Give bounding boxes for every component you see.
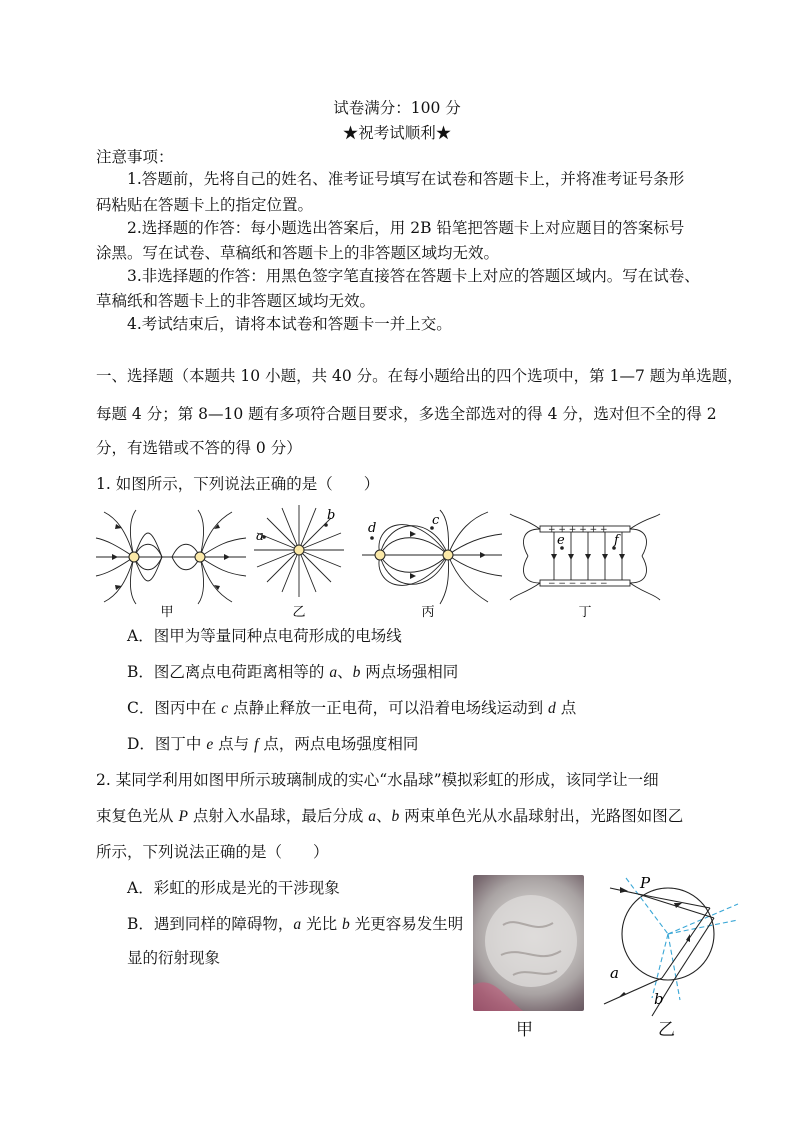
notice-item-4: 4.考试结束后，请将本试卷和答题卡一并上交。 bbox=[127, 315, 452, 333]
q1-point-a: a bbox=[256, 529, 264, 544]
section-1-line-2: 每题 4 分；第 8—10 题有多项符合题目要求，多选全部选对的得 4 分，选对但不全的得 2 bbox=[96, 405, 717, 423]
notice-title: 注意事项： bbox=[96, 148, 174, 166]
q1-point-c: c bbox=[432, 513, 440, 528]
q1-stem: 1. 如图所示，下列说法正确的是（ ） bbox=[96, 475, 380, 493]
q1-figure-ding bbox=[518, 510, 653, 620]
q1-option-a: A．图甲为等量同种点电荷形成的电场线 bbox=[127, 627, 402, 645]
q2-option-b-line-2: 显的衍射现象 bbox=[127, 949, 221, 967]
q2-stem-line-2: 束复色光从 P 点射入水晶球，最后分成 a、b 两束单色光从水晶球射出，光路图如图乙 bbox=[96, 807, 684, 825]
section-1-line-3: 分，有选错或不答的得 0 分） bbox=[96, 439, 302, 457]
notice-item-3-line-1: 3.非选择题的作答：用黑色签字笔直接答在答题卡上对应的答题区域内。写在试卷、 bbox=[127, 267, 700, 285]
notice-item-2-line-1: 2.选择题的作答：每小题选出答案后，用 2B 铅笔把答题卡上对应题目的答案标号 bbox=[127, 219, 685, 237]
full-score: 试卷满分：100 分 bbox=[333, 99, 461, 117]
q1-fig-label-jia: 甲 bbox=[160, 605, 174, 620]
q1-figure-yi bbox=[254, 505, 344, 620]
q1-fig-label-bing: 丙 bbox=[421, 605, 435, 620]
svg-text:+ + + + + +: + + + + + + bbox=[548, 525, 608, 535]
q2-stem-line-3: 所示，下列说法正确的是（ ） bbox=[96, 843, 329, 861]
q1-fig-label-ding: 丁 bbox=[578, 605, 592, 620]
q1-option-b: B．图乙离点电荷距离相等的 a、b 两点场强相同 bbox=[127, 663, 459, 681]
notice-item-1-line-2: 码粘贴在答题卡上的指定位置。 bbox=[96, 196, 314, 214]
q1-fig-label-yi: 乙 bbox=[292, 605, 306, 620]
q1-option-c: C．图丙中在 c 点静止释放一正电荷，可以沿着电场线运动到 d 点 bbox=[127, 699, 577, 717]
q1-point-e: e bbox=[557, 533, 565, 548]
q1-point-b: b bbox=[327, 508, 336, 523]
q1-figure-bing bbox=[362, 510, 502, 620]
q1-point-d: d bbox=[368, 521, 377, 536]
notice-item-1-line-1: 1.答题前，先将自己的姓名、准考证号填写在试卷和答题卡上，并将准考证号条形 bbox=[127, 170, 685, 188]
q1-point-f: f bbox=[614, 533, 619, 548]
q1-figure-jia bbox=[96, 510, 246, 620]
q2-option-a: A．彩虹的形成是光的干涉现象 bbox=[127, 879, 340, 897]
q2-fig-label-jia: 甲 bbox=[516, 1020, 533, 1040]
exam-wish: ★祝考试顺利★ bbox=[342, 124, 452, 142]
q2-fig-label-yi: 乙 bbox=[658, 1020, 675, 1040]
q2-point-P: P bbox=[640, 874, 651, 892]
crystal-ball-photo bbox=[473, 875, 584, 1011]
notice-item-2-line-2: 涂黑。写在试卷、草稿纸和答题卡上的非答题区域均无效。 bbox=[96, 244, 500, 262]
q2-figure-yi bbox=[598, 870, 748, 1020]
section-1-line-1: 一、选择题（本题共 10 小题，共 40 分。在每小题给出的四个选项中，第 1—7 题为单选题， bbox=[96, 367, 743, 385]
q2-option-b-line-1: B．遇到同样的障碍物，a 光比 b 光更容易发生明 bbox=[127, 915, 464, 933]
svg-text:− − − − − −: − − − − − − bbox=[548, 579, 608, 589]
q2-stem-line-1: 2. 某同学利用如图甲所示玻璃制成的实心“水晶球”模拟彩虹的形成，该同学让一细 bbox=[96, 771, 659, 789]
notice-item-3-line-2: 草稿纸和答题卡上的非答题区域均无效。 bbox=[96, 292, 376, 310]
q2-ray-b: b bbox=[654, 990, 664, 1008]
q2-ray-a: a bbox=[610, 964, 619, 982]
q1-option-d: D．图丁中 e 点与 f 点，两点电场强度相同 bbox=[127, 735, 419, 753]
